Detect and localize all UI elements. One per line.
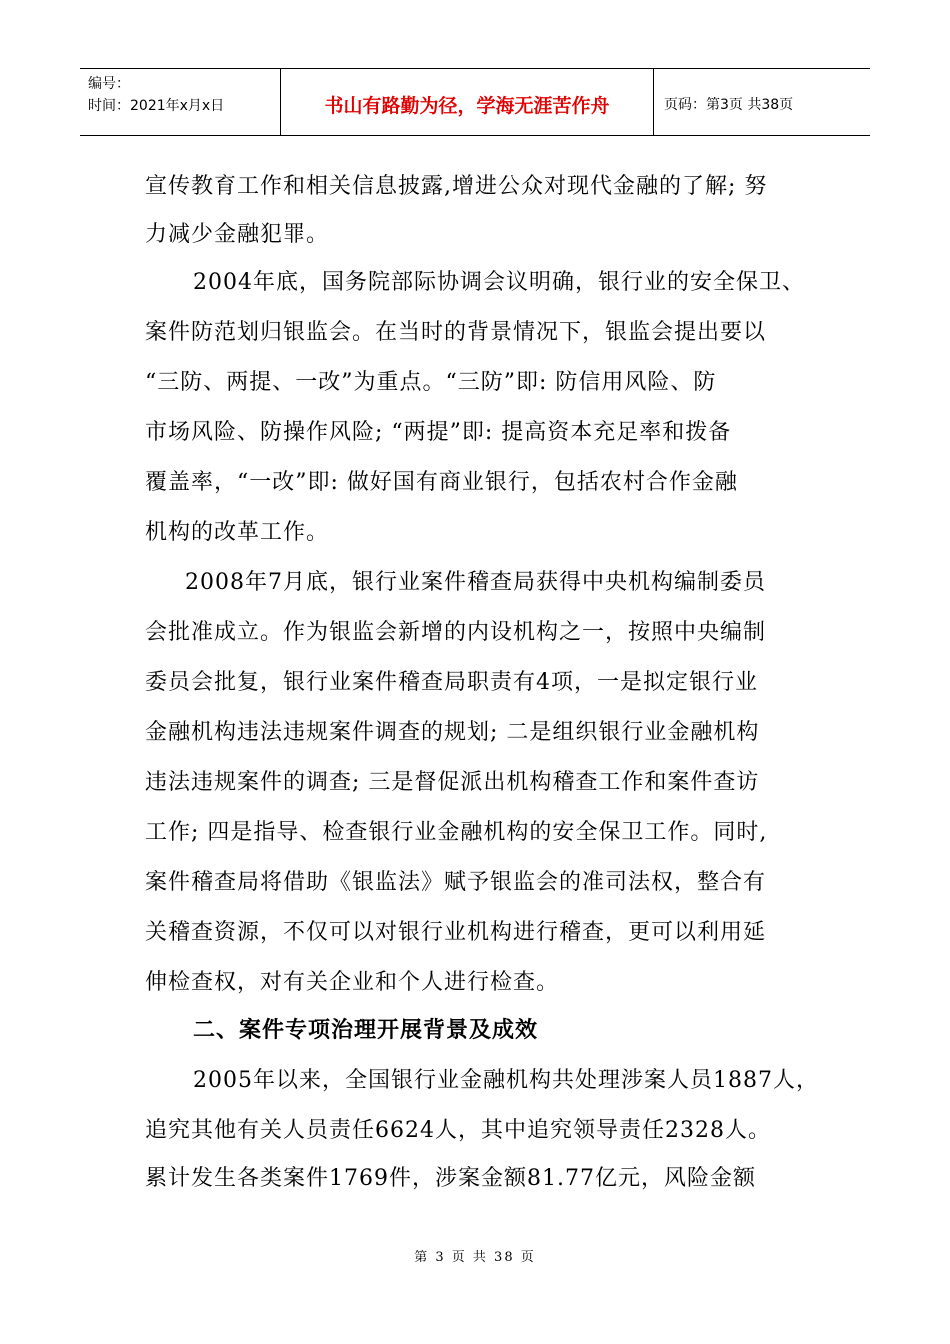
text-line: 覆盖率，“一改”即: 做好国有商业银行，包括农村合作金融: [145, 470, 738, 495]
time-label: 时间：2021年x月x日: [88, 98, 225, 114]
text-line: 市场风险、防操作风险; “两提”即: 提高资本充足率和拨备: [145, 420, 732, 445]
text-line: “三防、两提、一改”为重点。“三防”即: 防信用风险、防: [145, 370, 717, 395]
text-line: 2004年底，国务院部际协调会议明确，银行业的安全保卫、: [193, 270, 805, 295]
text-line: 2008年7月底，银行业案件稽查局获得中央机构编制委员: [185, 570, 766, 595]
text-line: 违法违规案件的调查; 三是督促派出机构稽查工作和案件查访: [145, 770, 760, 795]
header-page-info: 页码：第3页 共38页: [664, 97, 794, 113]
text-line: 工作; 四是指导、检查银行业金融机构的安全保卫工作。同时,: [145, 820, 768, 845]
text-line: 会批准成立。作为银监会新增的内设机构之一，按照中央编制: [145, 620, 767, 645]
text-line: 机构的改革工作。: [145, 520, 330, 545]
text-line: 案件稽查局将借助《银监法》赋予银监会的准司法权，整合有: [145, 870, 767, 895]
page-header: [80, 68, 870, 136]
text-line: 力减少金融犯罪。: [145, 222, 330, 247]
text-line: 案件防范划归银监会。在当时的背景情况下，银监会提出要以: [145, 320, 767, 345]
header-motto: 书山有路勤为径，学海无涯苦作舟: [281, 69, 654, 135]
section-heading: 二、案件专项治理开展背景及成效: [193, 1018, 539, 1043]
text-line: 金融机构违法违规案件调查的规划; 二是组织银行业金融机构: [145, 720, 760, 745]
text-line: 伸检查权，对有关企业和个人进行检查。: [145, 970, 560, 995]
text-line: 关稽查资源，不仅可以对银行业机构进行稽查，更可以利用延: [145, 920, 767, 945]
text-line: 2005年以来，全国银行业金融机构共处理涉案人员1887人，: [193, 1068, 819, 1093]
text-line: 委员会批复，银行业案件稽查局职责有4项，一是拟定银行业: [145, 670, 758, 695]
text-line: 追究其他有关人员责任6624人，其中追究领导责任2328人。: [145, 1118, 771, 1143]
text-line: 累计发生各类案件1769件，涉案金额81.77亿元，风险金额: [145, 1166, 756, 1191]
number-label: 编号：: [88, 76, 130, 92]
page-footer: 第 3 页 共 38 页: [414, 1250, 536, 1265]
text-line: 宣传教育工作和相关信息披露,增进公众对现代金融的了解; 努: [145, 174, 768, 199]
header-meta: [80, 69, 281, 135]
